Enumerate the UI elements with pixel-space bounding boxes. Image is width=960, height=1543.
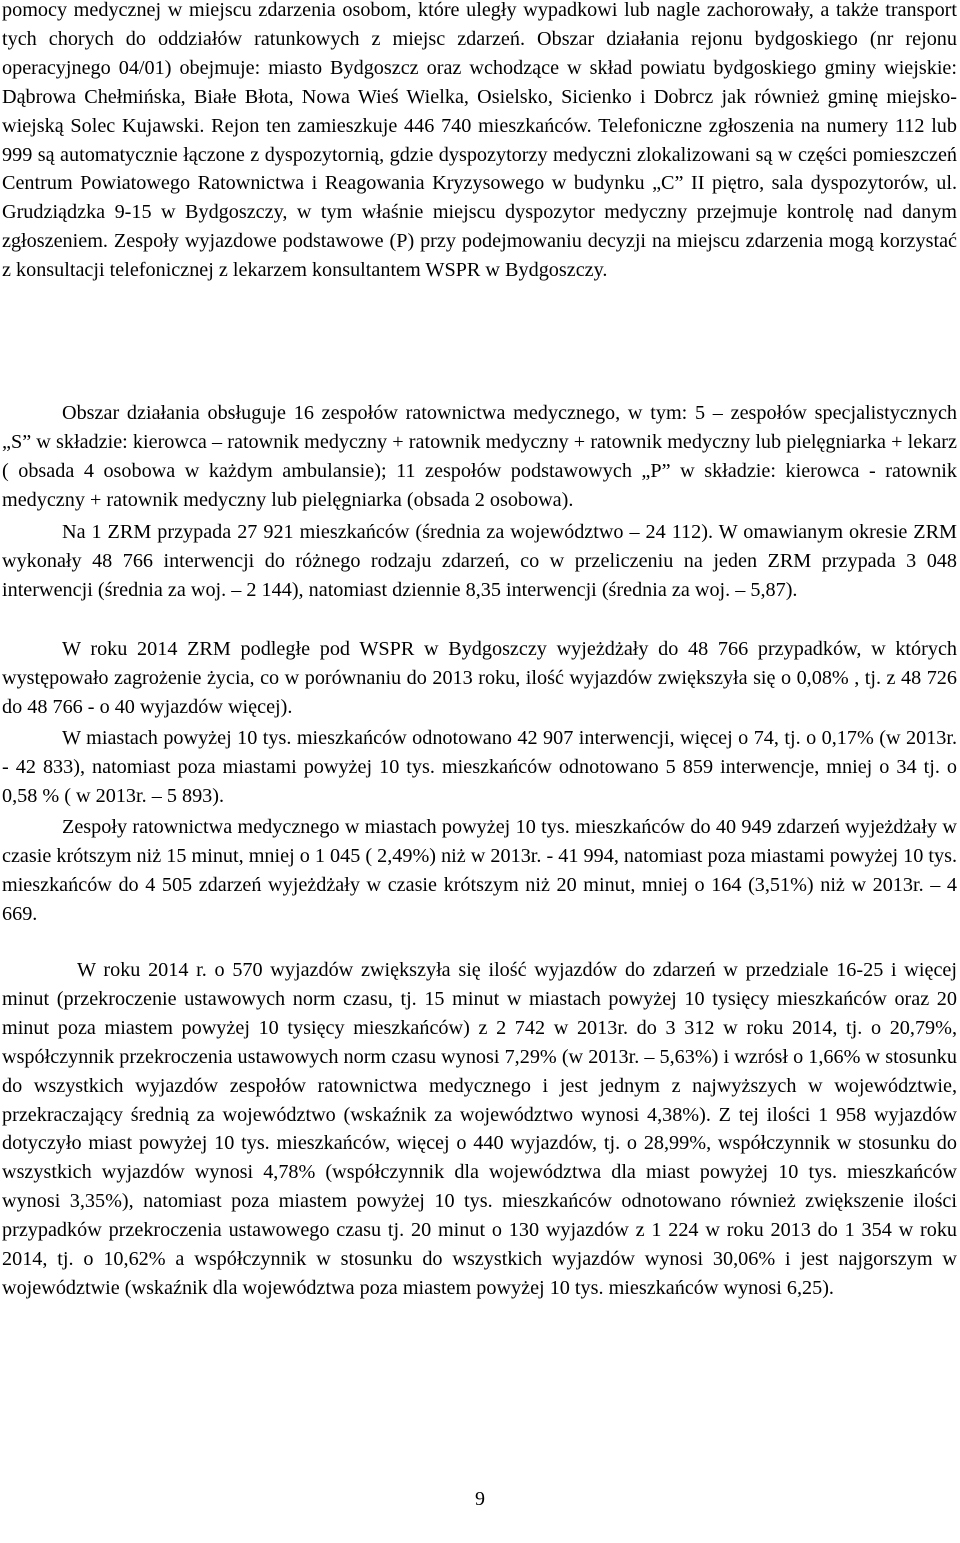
paragraph-teams-composition: Obszar działania obsługuje 16 zespołów ratownictwa medycznego, w tym: 5 – zespołów specjalistycznych „S” w składzie: kierowca – ratownik medyczny + ratownik medyczny + ratownik medyczny lub pielęgniarka + lekarz ( obsada 4 osobowa w każdym ambulansie); 11 zespołów podstawowych „P” w składzie: kierowca - ratownik medyczny + ratownik medyczny lub pielęgniarka (obsada 2 osobowa). <box>2 402 957 511</box>
paragraph-time-exceedances: W roku 2014 r. o 570 wyjazdów zwiększyła się ilość wyjazdów do zdarzeń w przedziale 16-25 i więcej minut (przekroczenie ustawowych norm czasu, tj. 15 minut w miastach powyżej 10 tysięcy mieszkańców oraz 20 minut poza miastem powyżej 10 tysięcy mieszkańców) z 2 742 w 2013r. do 3 312 w roku 2014, tj. o 20,79%, współczynnik przekroczenia ustawowych norm czasu wynosi 7,29% (w 2013r. – 5,63%) i wzrósł o 1,66% w stosunku do wszystkich wyjazdów zespołów ratownictwa medycznego i jest jednym z najwyższych w województwie, przekraczający średnią za województwo (wskaźnik za województwo wynosi 4,38%). Z tej ilości 1 958 wyjazdów dotyczyło miast powyżej 10 tys. mieszkańców, więcej o 440 wyjazdów, tj. o 28,99%, współczynnik w stosunku do wszystkich wyjazdów wynosi 4,78% (współczynnik dla województwa dla miast powyżej 10 tys. mieszkańców wynosi 3,35%), natomiast poza miastem powyżej 10 tys. mieszkańców odnotowano również zwiększenie ilości przypadków przekroczenia ustawowego czasu tj. 20 minut o 130 wyjazdów z 1 224 w roku 2013 do 1 354 w roku 2014, tj. o 10,62% a współczynnik w stosunku do wszystkich wyjazdów wynosi 30,06% i jest najgorszym w województwie (wskaźnik dla województwa poza miastem powyżej 10 tys. mieszkańców wynosi 6,25). <box>2 959 957 1299</box>
paragraph-2014-dispatch-count: W roku 2014 ZRM podległe pod WSPR w Bydgoszczy wyjeżdżały do 48 766 przypadków, w których występowało zagrożenie życia, co w porównaniu do 2013 roku, ilość wyjazdów zwiększyła się o 0,08% , tj. z 48 726 do 48 766 - o 40 wyjazdów więcej). <box>2 638 957 718</box>
paragraph-residents-per-team: Na 1 ZRM przypada 27 921 mieszkańców (średnia za województwo – 24 112). W omawianym okresie ZRM wykonały 48 766 interwencji do różnego rodzaju zdarzeń, co w przeliczeniu na jeden ZRM przypada 3 048 interwencji (średnia za woj. – 2 144), natomiast dziennie 8,35 interwencji (średnia za woj. – 5,87). <box>2 521 957 601</box>
paragraph-city-interventions: W miastach powyżej 10 tys. mieszkańców odnotowano 42 907 interwencji, więcej o 74, tj. o 0,17% (w 2013r. - 42 833), natomiast poza miastami powyżej 10 tys. mieszkańców odnotowano 5 859 interwencje, mniej o 34 tj. o 0,58 % ( w 2013r. – 5 893). <box>2 727 957 807</box>
paragraph-response-times: Zespoły ratownictwa medycznego w miastach powyżej 10 tys. mieszkańców do 40 949 zdarzeń wyjeżdżały w czasie krótszym niż 15 minut, mniej o 1 045 ( 2,49%) niż w 2013r. - 41 994, natomiast poza miastami powyżej 10 tys. mieszkańców do 4 505 zdarzeń wyjeżdżały w czasie krótszym niż 20 minut, mniej o 164 (3,51%) niż w 2013r. – 4 669. <box>2 816 957 925</box>
paragraph-ems-region-description: pomocy medycznej w miejscu zdarzenia osobom, które uległy wypadkowi lub nagle zachorowały, a także transport tych chorych do oddziałów ratunkowych z miejsc zdarzeń. Obszar działania rejonu bydgoskiego (nr rejonu operacyjnego 04/01) obejmuje: miasto Bydgoszcz oraz wchodzące w skład powiatu bydgoskiego gminy wiejskie: Dąbrowa Chełmińska, Białe Błota, Nowa Wieś Wielka, Osielsko, Sicienko i Dobrcz jak również gminę miejsko-wiejską Solec Kujawski. Rejon ten zamieszkuje 446 740 mieszkańców. Telefoniczne zgłoszenia na numery 112 lub 999 są automatycznie łączone z dyspozytornią, gdzie dyspozytorzy medyczni zlokalizowani są w części pomieszczeń Centrum Powiatowego Ratownictwa i Reagowania Kryzysowego w budynku „C” II piętro, sala dyspozytorów, ul. Grudziądzka 9-15 w Bydgoszczy, w tym właśnie miejscu dyspozytor medyczny przejmuje kontrolę nad danym zgłoszeniem. Zespoły wyjazdowe podstawowe (P) przy podejmowaniu decyzji na miejscu zdarzenia mogą korzystać z konsultacji telefonicznej z lekarzem konsultantem WSPR w Bydgoszczy. <box>2 0 957 282</box>
page-number: 9 <box>475 1488 485 1510</box>
